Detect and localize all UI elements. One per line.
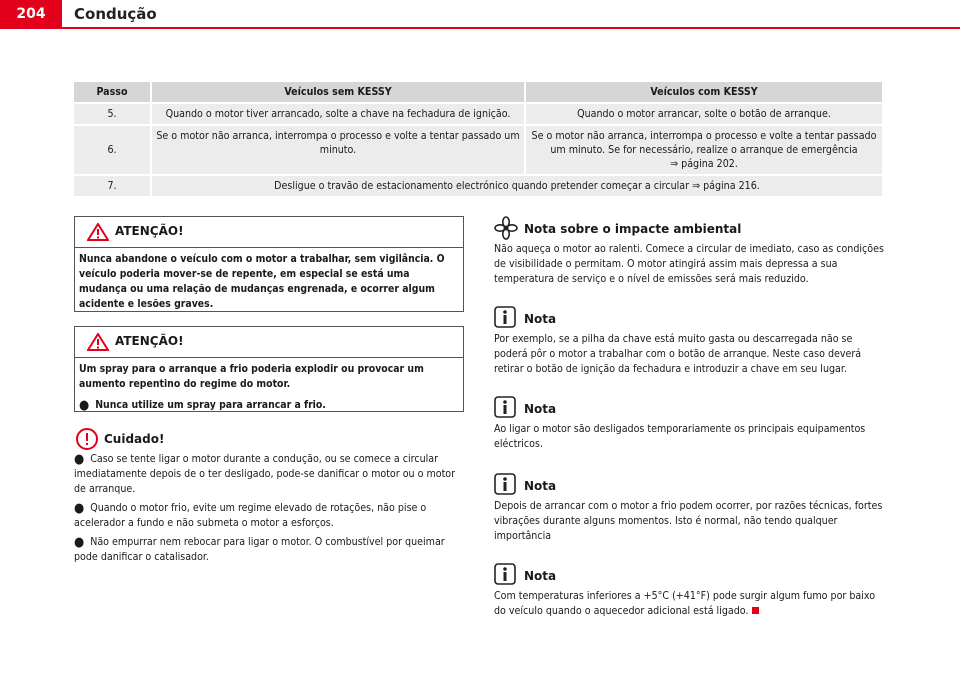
caution-title: Cuidado!: [104, 432, 165, 446]
caution-bullet: ● Não empurrar nem rebocar para ligar o motor. O combustível por queimar pode danificar o catalisador.: [74, 535, 445, 563]
caution-icon: [76, 428, 98, 450]
warning-box: [74, 326, 464, 412]
section-title: Condução: [74, 5, 157, 23]
info-note-icon: [494, 306, 516, 328]
warning-title: ATENÇÃO!: [115, 334, 184, 348]
warning-text: Nunca abandone o veículo com o motor a trabalhar, sem vigilância. O veículo poderia mover-se de repente, em especial se está uma mudança ou uma relação de mudanças engrenada, e ocorrer algum acidente e lesões graves.: [79, 253, 445, 310]
step-text: Se o motor não arranca, interrompa o processo e volte a tentar passado um minuto. Se for necessário, realize o arranque de emergência: [531, 130, 877, 156]
column-header-without-kessy: Veículos sem KESSY: [151, 82, 525, 103]
note-title: Nota: [524, 569, 557, 583]
column-header-with-kessy: Veículos com KESSY: [525, 82, 882, 103]
environment-title: Nota sobre o impacte ambiental: [524, 222, 742, 236]
step-text-with-kessy: [525, 125, 882, 175]
info-note-icon: [494, 563, 516, 585]
note-section: [494, 563, 884, 619]
step-text-without-kessy: Quando o motor tiver arrancado, solte a chave na fechadura de ignição.: [151, 103, 525, 125]
note-text: Ao ligar o motor são desligados temporariamente os principais equipamentos eléctricos.: [494, 423, 866, 450]
environment-text: Não aqueça o motor ao ralenti. Comece a circular de imediato, caso as condições de visibilidade o permitam. O motor atingirá assim mais depressa a sua temperatura de serviço e o nível de emissões será mais reduzido.: [494, 243, 884, 285]
warning-triangle-icon: [87, 333, 109, 351]
step-text-with-kessy: Quando o motor arrancar, solte o botão de arranque.: [525, 103, 882, 125]
warning-box: [74, 216, 464, 312]
note-section: [494, 396, 884, 452]
step-number: 6.: [74, 125, 151, 175]
info-note-icon: [494, 396, 516, 418]
table-row: [74, 103, 882, 125]
note-title: Nota: [524, 312, 557, 326]
flower-environment-icon: [494, 216, 518, 240]
table-row: [74, 175, 882, 196]
end-of-section-marker: [752, 607, 759, 614]
note-title: Nota: [524, 479, 557, 493]
warning-title: ATENÇÃO!: [115, 224, 184, 238]
step-text-without-kessy: Se o motor não arranca, interrompa o processo e volte a tentar passado um minuto.: [151, 125, 525, 175]
note-title: Nota: [524, 402, 557, 416]
caution-section: [74, 428, 464, 565]
steps-table: [74, 82, 882, 196]
info-note-icon: [494, 473, 516, 495]
warning-text: Um spray para o arranque a frio poderia explodir ou provocar um aumento repentino do regime do motor.: [79, 363, 424, 390]
page-reference-link[interactable]: ⇒ página 202.: [670, 158, 738, 170]
caution-bullet: ● Caso se tente ligar o motor durante a condução, ou se comece a circular imediatamente depois de o ter desligado, pode-se danificar o motor ou o motor de arranque.: [74, 452, 456, 495]
step-text-merged: Desligue o travão de estacionamento electrónico quando pretender começar a circular ⇒ página 216.: [151, 175, 882, 196]
warning-triangle-icon: [87, 223, 109, 241]
environment-note: [494, 216, 884, 287]
step-number: 5.: [74, 103, 151, 125]
header-rule: [0, 27, 960, 29]
note-section: [494, 306, 884, 377]
note-text: Com temperaturas inferiores a +5°C (+41°F) pode surgir algum fumo por baixo do veículo quando o aquecedor adicional está ligado.: [494, 590, 876, 617]
note-text: Depois de arrancar com o motor a frio podem ocorrer, por razões técnicas, fortes vibrações durante alguns momentos. Isto é normal, não tendo qualquer importância: [494, 500, 883, 542]
warning-bullet: ● Nunca utilize um spray para arrancar a frio.: [79, 398, 326, 413]
note-text: Por exemplo, se a pilha da chave está muito gasta ou descarregada não se poderá pôr o motor a trabalhar com o botão de arranque. Neste caso deverá retirar o botão de ignição da fechadura e introduzir a chave em seu lugar.: [494, 333, 862, 375]
note-section: [494, 473, 884, 544]
table-header-row: [74, 82, 882, 103]
table-row: [74, 125, 882, 175]
column-header-step: Passo: [74, 82, 151, 103]
note-text-wrapper: [494, 589, 884, 619]
warning-header: [75, 217, 463, 248]
warning-header: [75, 327, 463, 358]
page-number: 204: [0, 0, 62, 28]
step-number: 7.: [74, 175, 151, 196]
caution-bullet: ● Quando o motor frio, evite um regime elevado de rotações, não pise o acelerador a fundo e não submeta o motor a esforços.: [74, 501, 427, 529]
